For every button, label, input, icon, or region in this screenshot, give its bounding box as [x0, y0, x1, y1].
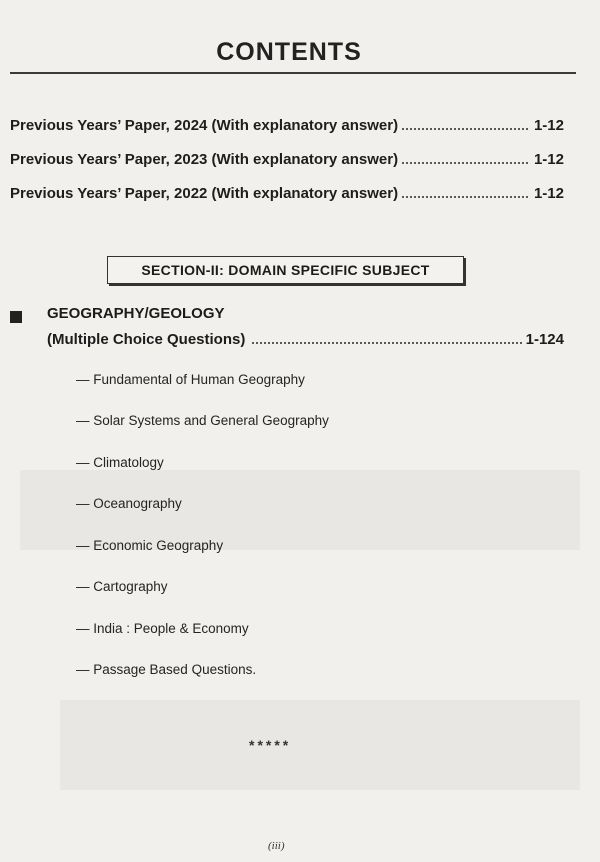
- page-number: (iii): [268, 840, 285, 852]
- topic-item: — Cartography: [76, 579, 168, 594]
- toc-entry-label: Previous Years’ Paper, 2023 (With explanatory answer): [10, 151, 399, 168]
- topic-item: — Fundamental of Human Geography: [76, 372, 305, 387]
- toc-entry-paper-2024: [10, 112, 564, 134]
- square-bullet-icon: [10, 311, 22, 323]
- topic-item: — India : People & Economy: [76, 621, 249, 636]
- topic-item: — Economic Geography: [76, 538, 224, 553]
- page-title: CONTENTS: [216, 38, 362, 66]
- toc-entry-paper-2023: [10, 146, 564, 168]
- toc-entry-pages: 1-12: [533, 151, 564, 168]
- toc-entry-label: Previous Years’ Paper, 2022 (With explanatory answer): [10, 185, 399, 202]
- subject-title: GEOGRAPHY/GEOLOGY: [47, 305, 225, 322]
- dot-leader: [401, 185, 530, 199]
- topic-item: — Oceanography: [76, 496, 182, 511]
- topic-item: — Solar Systems and General Geography: [76, 413, 329, 428]
- subject-pages: 1-124: [525, 331, 564, 348]
- show-through-shading: [60, 700, 580, 790]
- dot-leader: [401, 117, 530, 131]
- dot-leader: [251, 331, 521, 345]
- title-rule: [10, 72, 576, 74]
- star-ornament: *****: [249, 737, 292, 753]
- topic-item: — Passage Based Questions.: [76, 662, 257, 677]
- subject-subtitle: (Multiple Choice Questions): [47, 331, 246, 348]
- dot-leader: [401, 151, 530, 165]
- toc-entry-pages: 1-12: [533, 117, 564, 134]
- toc-entry-label: Previous Years’ Paper, 2024 (With explanatory answer): [10, 117, 399, 134]
- section-heading: SECTION-II: DOMAIN SPECIFIC SUBJECT: [107, 256, 464, 284]
- subject-entry: [47, 326, 564, 348]
- toc-entry-paper-2022: [10, 180, 564, 202]
- topic-item: — Climatology: [76, 455, 164, 470]
- toc-entry-pages: 1-12: [533, 185, 564, 202]
